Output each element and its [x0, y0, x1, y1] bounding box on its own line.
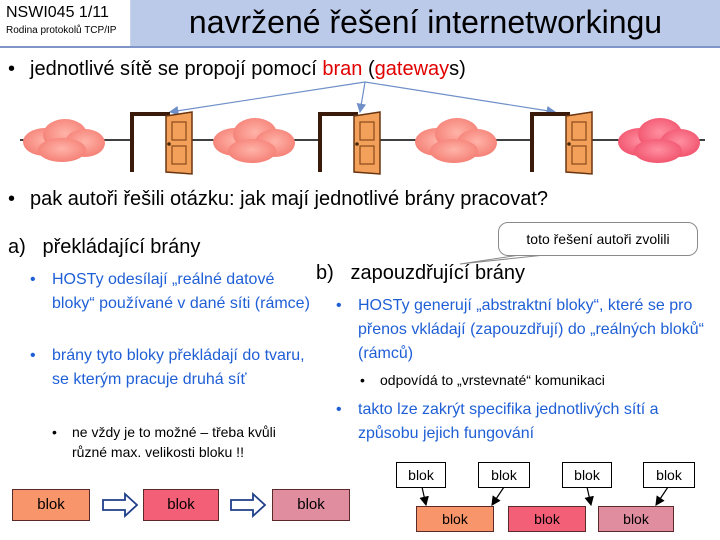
callout-chosen-solution: toto řešení autoři zvolili [498, 222, 698, 256]
option-b-subpoint: • odpovídá to „vrstevnaté“ komunikaci [360, 370, 700, 390]
bullet-gateways-text: jednotlivé sítě se propojí pomocí [30, 58, 323, 80]
bullet-question [8, 188, 548, 211]
translate-block-2: blok [143, 489, 219, 521]
encap-block-top-2: blok [478, 462, 530, 488]
option-b-heading-row [316, 262, 525, 285]
option-a-heading: překládající brány [42, 236, 201, 258]
option-b-point-2: • takto lze zakrýt specifika jednotlivých sítí a způsobu jejich fungování [336, 398, 716, 446]
encap-block-top-4: blok [643, 462, 695, 488]
translate-arrow-icon-1 [103, 494, 137, 516]
bullet-dot: • [8, 188, 16, 210]
encap-block-bottom-2: blok [508, 506, 586, 532]
network-cloud-3 [415, 118, 497, 163]
network-cloud-1 [23, 119, 105, 162]
encap-block-top-1: blok [396, 462, 446, 488]
translate-block-3: blok [272, 489, 350, 521]
paren-close: ) [459, 58, 466, 80]
option-b-point-2-text: takto lze zakrýt specifika jednotlivých sítí a způsobu jejich fungování [358, 401, 659, 442]
bullet-question-text: pak autoři řešili otázku: jak mají jednotlivé brány pracovat? [30, 188, 549, 210]
option-b-point-1: • HOSTy generují „abstraktní bloky“, které se pro přenos vkládají (zapouzdřují) do „reálných bloků“ (rámců) [336, 294, 716, 366]
bullet-dot: • [8, 58, 16, 80]
network-cloud-2 [213, 118, 295, 163]
option-a-point-2-text: brány tyto bloky překládají do tvaru, se kterým pracuje druhá síť [52, 347, 305, 388]
course-subtitle: Rodina protokolů TCP/IP [6, 25, 117, 36]
keyword-bran: bran [322, 58, 363, 80]
gateway-door-icon-3 [530, 112, 592, 174]
option-b-point-1-text: HOSTy generují „abstraktní bloky“, které se pro přenos vkládají (zapouzdřují) do „reálných bloků“ (rámců) [358, 297, 704, 362]
option-a-subpoint: • ne vždy je to možné – třeba kvůli různé max. velikosti bloku !! [52, 422, 302, 462]
option-a-label: a) [8, 236, 26, 258]
option-a-subpoint-text: ne vždy je to možné – třeba kvůli různé max. velikosti bloku !! [72, 424, 276, 460]
gateway-pointer-arrows [170, 82, 555, 112]
course-code: NSWI045 1/11 [6, 4, 109, 21]
encapsulation-arrows [422, 487, 668, 505]
option-b-label: b) [316, 262, 334, 284]
gateway-door-icon-1 [130, 112, 192, 174]
translate-arrow-icon-2 [231, 494, 265, 516]
plural-s: s [449, 58, 460, 80]
option-a-point-2: • brány tyto bloky překládají do tvaru, se kterým pracuje druhá síť [30, 344, 320, 392]
option-a-point-1-text: HOSTy odesílají „reálné datové bloky“ používané v dané síti (rámce) [52, 271, 310, 312]
network-cloud-4 [618, 118, 700, 163]
translate-block-1: blok [12, 489, 90, 521]
encap-block-bottom-1: blok [416, 506, 494, 532]
gateway-door-icon-2 [318, 112, 380, 174]
paren-open: ( [362, 58, 375, 80]
encap-block-top-3: blok [562, 462, 612, 488]
option-a-point-1: • HOSTy odesílají „reálné datové bloky“ používané v dané síti (rámce) [30, 268, 320, 316]
option-a-heading-row [8, 236, 200, 259]
keyword-gateway: gateway [374, 58, 450, 80]
encap-block-bottom-3: blok [598, 506, 674, 532]
slide-title: navržené řešení internetworkingu [188, 4, 663, 40]
option-b-subpoint-text: odpovídá to „vrstevnaté“ komunikaci [380, 372, 605, 388]
option-b-heading: zapouzdřující brány [350, 262, 526, 284]
